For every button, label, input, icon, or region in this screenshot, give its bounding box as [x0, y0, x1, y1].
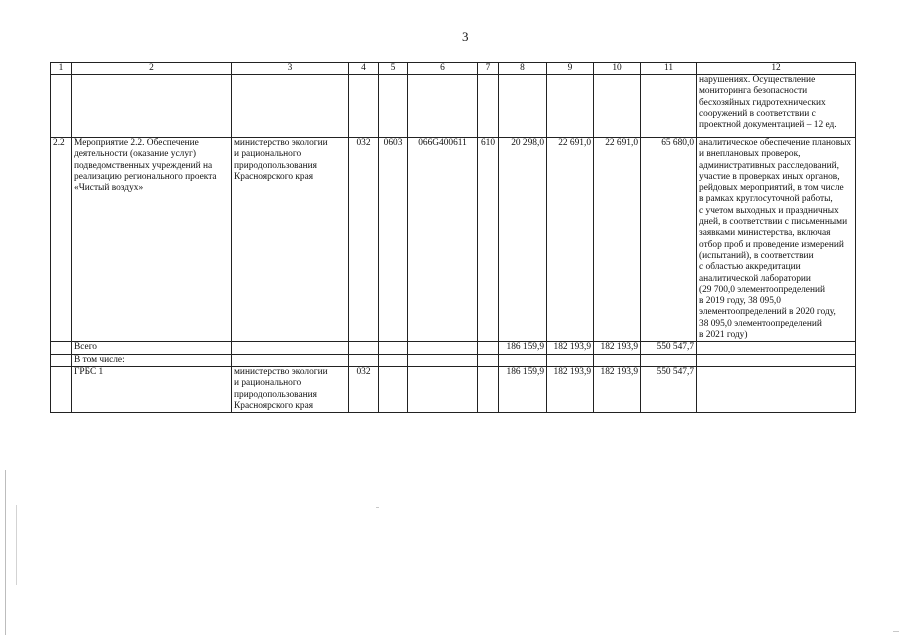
- total-2019: 186 159,9: [499, 342, 547, 354]
- header-cell: 3: [232, 63, 349, 75]
- total-sum: 550 547,7: [641, 342, 697, 354]
- total-2021: 182 193,9: [594, 342, 641, 354]
- grbs-label: ГРБС 1: [72, 366, 232, 412]
- amount-2020: 22 691,0: [547, 138, 594, 342]
- scan-speck: [376, 507, 379, 508]
- total-label: Всего: [72, 342, 232, 354]
- page-number: 3: [462, 29, 469, 44]
- header-cell: 6: [408, 63, 478, 75]
- total-2020: 182 193,9: [547, 342, 594, 354]
- header-cell: 2: [72, 63, 232, 75]
- grbs-code: 032: [349, 138, 379, 342]
- including-row: [51, 354, 856, 366]
- rzpr-code: 0603: [379, 138, 408, 342]
- scan-margin-line: [16, 505, 17, 585]
- total-row: [51, 342, 856, 354]
- responsible-ministry: министерство экологии и рационального природопользования Красноярского края: [232, 138, 349, 342]
- header-cell: 9: [547, 63, 594, 75]
- expected-result: аналитическое обеспечение плановых и внеплановых проверок, административных расследований, участие в проверках иных органов, рейдовых мероприятий, в том числе в рамках круглосуточной работы, с учетом выходных и праздничных дней, в соответствии с письменными заявками министерства, включая отбор проб и проведение измерений (испытаний), в соответствии с областью аккредитации аналитической лаборатории (29 700,0 элементоопределений в 2019 году, 38 095,0 элементоопределений в 2020 году, 38 095,0 элементоопределений в 2021 году): [697, 138, 856, 342]
- header-cell: 10: [594, 63, 641, 75]
- csr-code: 066G400611: [408, 138, 478, 342]
- header-cell: 12: [697, 63, 856, 75]
- continuation-row: [51, 75, 856, 138]
- header-cell: 7: [478, 63, 499, 75]
- header-cell: 5: [379, 63, 408, 75]
- grbs-row: [51, 366, 856, 412]
- scan-speck: [893, 631, 899, 632]
- row-number: 2.2: [51, 138, 72, 342]
- grbs-row-code: 032: [349, 366, 379, 412]
- measure-name: Мероприятие 2.2. Обеспечение деятельности (оказание услуг) подведомственных учреждений на реализацию регионального проекта «Чистый воздух»: [72, 138, 232, 342]
- header-cell: 8: [499, 63, 547, 75]
- grbs-total: 550 547,7: [641, 366, 697, 412]
- header-cell: 11: [641, 63, 697, 75]
- amount-2021: 22 691,0: [594, 138, 641, 342]
- amount-total: 65 680,0: [641, 138, 697, 342]
- vr-code: 610: [478, 138, 499, 342]
- amount-2019: 20 298,0: [499, 138, 547, 342]
- grbs-2019: 186 159,9: [499, 366, 547, 412]
- continuation-description: нарушениях. Осуществление мониторинга безопасности бесхозяйных гидротехнических сооружений в соответствии с проектной документацией – 12 ед.: [697, 75, 856, 138]
- grbs-ministry: министерство экологии и рационального природопользования Красноярского края: [232, 366, 349, 412]
- header-row: [51, 63, 856, 75]
- header-cell: 1: [51, 63, 72, 75]
- grbs-2020: 182 193,9: [547, 366, 594, 412]
- header-cell: 4: [349, 63, 379, 75]
- table-row-2-2: [51, 138, 856, 342]
- scan-margin-line: [5, 470, 6, 635]
- including-label: В том числе:: [72, 354, 232, 366]
- budget-table: [50, 62, 856, 413]
- grbs-2021: 182 193,9: [594, 366, 641, 412]
